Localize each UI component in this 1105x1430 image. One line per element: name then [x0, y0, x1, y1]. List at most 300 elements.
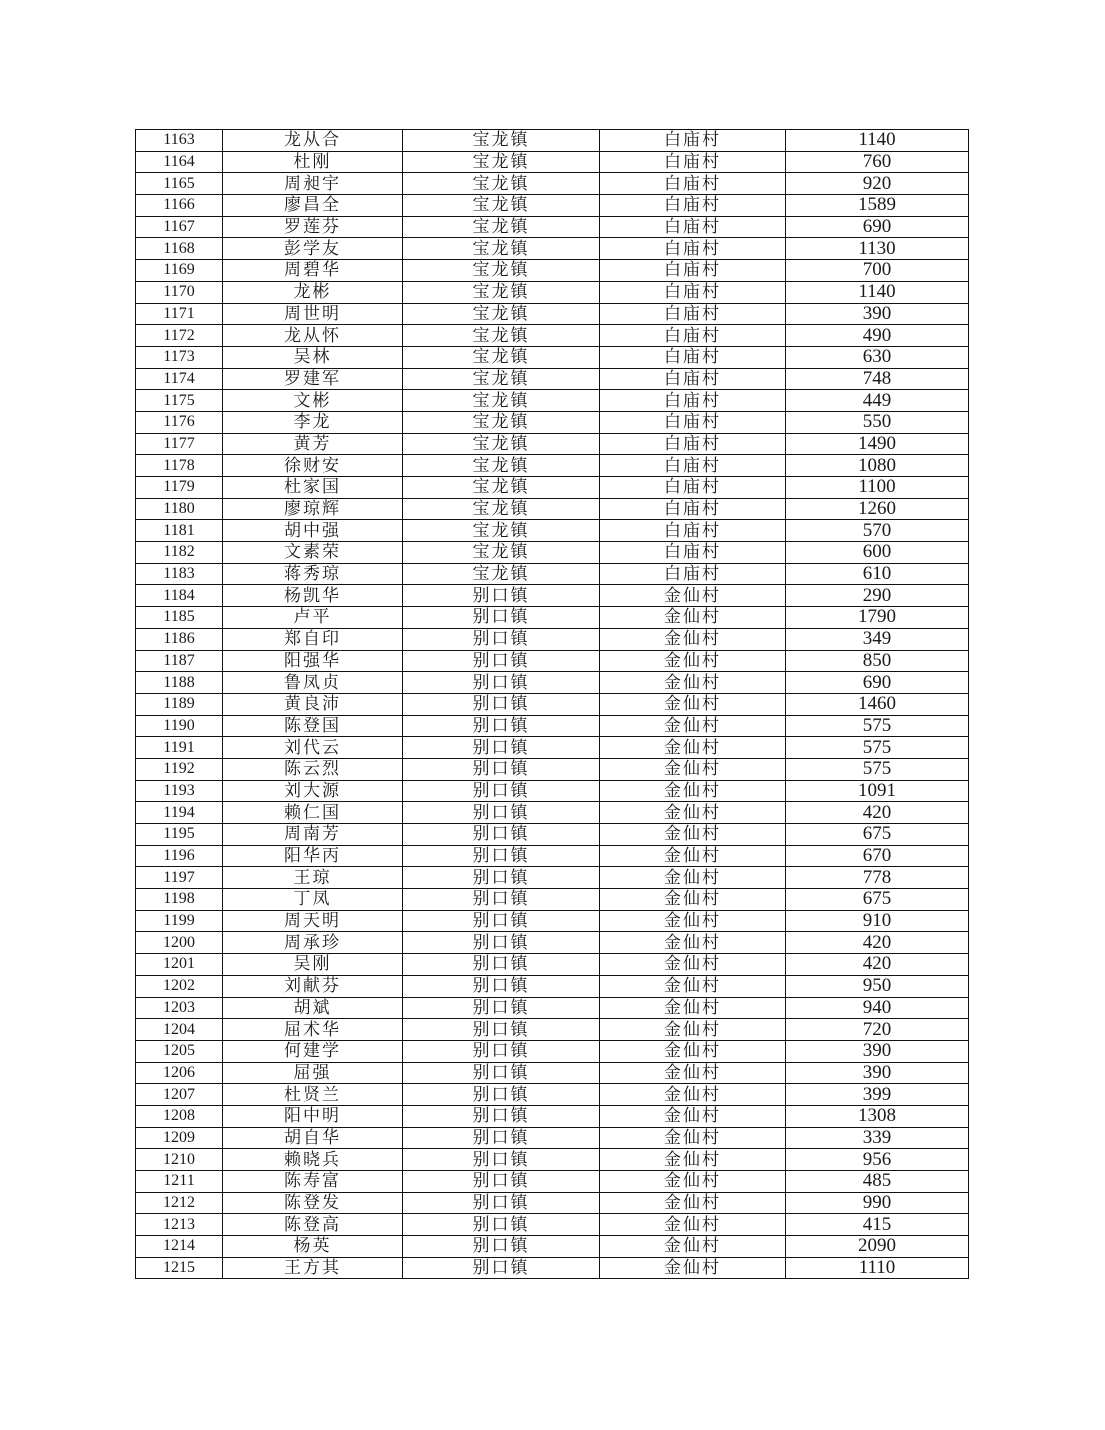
village-cell: 金仙村: [600, 997, 786, 1019]
serial-number-cell: 1193: [136, 780, 223, 802]
village-cell: 金仙村: [600, 889, 786, 911]
village-cell: 白庙村: [600, 563, 786, 585]
town-cell: 宝龙镇: [403, 477, 600, 499]
amount-cell: 1140: [786, 130, 969, 152]
village-cell: 金仙村: [600, 1214, 786, 1236]
town-cell: 别口镇: [403, 628, 600, 650]
village-cell: 金仙村: [600, 1105, 786, 1127]
amount-cell: 1100: [786, 477, 969, 499]
name-cell: 彭学友: [223, 238, 403, 260]
amount-cell: 420: [786, 954, 969, 976]
town-cell: 别口镇: [403, 607, 600, 629]
table-row: [136, 889, 969, 911]
town-cell: 别口镇: [403, 845, 600, 867]
table-row: [136, 1214, 969, 1236]
name-cell: 杜家国: [223, 477, 403, 499]
table-row: [136, 758, 969, 780]
serial-number-cell: 1189: [136, 693, 223, 715]
town-cell: 别口镇: [403, 672, 600, 694]
amount-cell: 940: [786, 997, 969, 1019]
amount-cell: 1080: [786, 455, 969, 477]
name-cell: 何建学: [223, 1040, 403, 1062]
serial-number-cell: 1195: [136, 824, 223, 846]
table-row: [136, 1257, 969, 1279]
town-cell: 宝龙镇: [403, 455, 600, 477]
village-cell: 金仙村: [600, 824, 786, 846]
amount-cell: 1091: [786, 780, 969, 802]
name-cell: 刘大源: [223, 780, 403, 802]
amount-cell: 1589: [786, 195, 969, 217]
name-cell: 罗莲芬: [223, 216, 403, 238]
amount-cell: 1460: [786, 693, 969, 715]
town-cell: 宝龙镇: [403, 390, 600, 412]
amount-cell: 575: [786, 715, 969, 737]
name-cell: 杨英: [223, 1236, 403, 1258]
village-cell: 白庙村: [600, 303, 786, 325]
village-cell: 金仙村: [600, 867, 786, 889]
town-cell: 别口镇: [403, 693, 600, 715]
amount-cell: 349: [786, 628, 969, 650]
amount-cell: 575: [786, 758, 969, 780]
table-row: [136, 1127, 969, 1149]
name-cell: 胡斌: [223, 997, 403, 1019]
table-row: [136, 693, 969, 715]
amount-cell: 778: [786, 867, 969, 889]
town-cell: 别口镇: [403, 867, 600, 889]
amount-cell: 570: [786, 520, 969, 542]
village-cell: 金仙村: [600, 737, 786, 759]
amount-cell: 390: [786, 303, 969, 325]
serial-number-cell: 1192: [136, 758, 223, 780]
amount-cell: 339: [786, 1127, 969, 1149]
village-cell: 金仙村: [600, 932, 786, 954]
serial-number-cell: 1182: [136, 542, 223, 564]
table-row: [136, 628, 969, 650]
village-cell: 金仙村: [600, 715, 786, 737]
name-cell: 罗建军: [223, 368, 403, 390]
amount-cell: 1140: [786, 281, 969, 303]
village-cell: 白庙村: [600, 151, 786, 173]
village-cell: 金仙村: [600, 802, 786, 824]
amount-cell: 420: [786, 932, 969, 954]
name-cell: 周南芳: [223, 824, 403, 846]
serial-number-cell: 1184: [136, 585, 223, 607]
village-cell: 白庙村: [600, 325, 786, 347]
table-row: [136, 260, 969, 282]
village-cell: 白庙村: [600, 238, 786, 260]
amount-cell: 420: [786, 802, 969, 824]
table-row: [136, 411, 969, 433]
village-cell: 金仙村: [600, 954, 786, 976]
name-cell: 黄良沛: [223, 693, 403, 715]
serial-number-cell: 1164: [136, 151, 223, 173]
town-cell: 别口镇: [403, 1105, 600, 1127]
village-cell: 金仙村: [600, 672, 786, 694]
name-cell: 杨凯华: [223, 585, 403, 607]
table-row: [136, 824, 969, 846]
amount-cell: 675: [786, 824, 969, 846]
village-cell: 白庙村: [600, 390, 786, 412]
name-cell: 李龙: [223, 411, 403, 433]
table-row: [136, 281, 969, 303]
table-row: [136, 1040, 969, 1062]
table-row: [136, 1171, 969, 1193]
table-row: [136, 238, 969, 260]
town-cell: 别口镇: [403, 1062, 600, 1084]
town-cell: 别口镇: [403, 1040, 600, 1062]
table-row: [136, 715, 969, 737]
table-row: [136, 954, 969, 976]
town-cell: 别口镇: [403, 997, 600, 1019]
serial-number-cell: 1168: [136, 238, 223, 260]
name-cell: 周昶宇: [223, 173, 403, 195]
town-cell: 别口镇: [403, 758, 600, 780]
name-cell: 卢平: [223, 607, 403, 629]
table-row: [136, 1149, 969, 1171]
village-cell: 金仙村: [600, 1019, 786, 1041]
town-cell: 别口镇: [403, 975, 600, 997]
serial-number-cell: 1203: [136, 997, 223, 1019]
town-cell: 宝龙镇: [403, 520, 600, 542]
table-row: [136, 607, 969, 629]
table-row: [136, 303, 969, 325]
village-cell: 金仙村: [600, 1236, 786, 1258]
town-cell: 宝龙镇: [403, 368, 600, 390]
town-cell: 宝龙镇: [403, 238, 600, 260]
village-cell: 金仙村: [600, 693, 786, 715]
serial-number-cell: 1194: [136, 802, 223, 824]
amount-cell: 1260: [786, 498, 969, 520]
name-cell: 杜刚: [223, 151, 403, 173]
name-cell: 郑自印: [223, 628, 403, 650]
amount-cell: 700: [786, 260, 969, 282]
serial-number-cell: 1202: [136, 975, 223, 997]
town-cell: 宝龙镇: [403, 281, 600, 303]
amount-cell: 1308: [786, 1105, 969, 1127]
table-row: [136, 1105, 969, 1127]
serial-number-cell: 1199: [136, 910, 223, 932]
town-cell: 宝龙镇: [403, 195, 600, 217]
town-cell: 别口镇: [403, 954, 600, 976]
table-row: [136, 173, 969, 195]
amount-cell: 690: [786, 216, 969, 238]
town-cell: 宝龙镇: [403, 346, 600, 368]
town-cell: 别口镇: [403, 650, 600, 672]
village-cell: 白庙村: [600, 411, 786, 433]
name-cell: 周天明: [223, 910, 403, 932]
serial-number-cell: 1167: [136, 216, 223, 238]
town-cell: 别口镇: [403, 802, 600, 824]
amount-cell: 1130: [786, 238, 969, 260]
name-cell: 阳华丙: [223, 845, 403, 867]
village-cell: 金仙村: [600, 585, 786, 607]
table-row: [136, 1019, 969, 1041]
town-cell: 别口镇: [403, 1192, 600, 1214]
amount-cell: 956: [786, 1149, 969, 1171]
name-cell: 赖晓兵: [223, 1149, 403, 1171]
serial-number-cell: 1200: [136, 932, 223, 954]
records-table-body: [136, 130, 969, 1279]
serial-number-cell: 1187: [136, 650, 223, 672]
table-row: [136, 1084, 969, 1106]
town-cell: 别口镇: [403, 1084, 600, 1106]
name-cell: 陈登发: [223, 1192, 403, 1214]
table-row: [136, 672, 969, 694]
town-cell: 别口镇: [403, 1236, 600, 1258]
table-row: [136, 455, 969, 477]
name-cell: 陈登国: [223, 715, 403, 737]
table-row: [136, 498, 969, 520]
table-row: [136, 780, 969, 802]
name-cell: 杜贤兰: [223, 1084, 403, 1106]
name-cell: 徐财安: [223, 455, 403, 477]
village-cell: 金仙村: [600, 845, 786, 867]
village-cell: 白庙村: [600, 455, 786, 477]
amount-cell: 390: [786, 1040, 969, 1062]
name-cell: 陈寿富: [223, 1171, 403, 1193]
serial-number-cell: 1174: [136, 368, 223, 390]
village-cell: 白庙村: [600, 368, 786, 390]
town-cell: 宝龙镇: [403, 325, 600, 347]
serial-number-cell: 1197: [136, 867, 223, 889]
serial-number-cell: 1166: [136, 195, 223, 217]
amount-cell: 850: [786, 650, 969, 672]
amount-cell: 2090: [786, 1236, 969, 1258]
serial-number-cell: 1204: [136, 1019, 223, 1041]
village-cell: 金仙村: [600, 607, 786, 629]
serial-number-cell: 1215: [136, 1257, 223, 1279]
table-row: [136, 975, 969, 997]
town-cell: 别口镇: [403, 1214, 600, 1236]
table-row: [136, 520, 969, 542]
name-cell: 丁凤: [223, 889, 403, 911]
town-cell: 宝龙镇: [403, 498, 600, 520]
serial-number-cell: 1170: [136, 281, 223, 303]
table-row: [136, 1192, 969, 1214]
table-row: [136, 542, 969, 564]
name-cell: 屈术华: [223, 1019, 403, 1041]
name-cell: 阳强华: [223, 650, 403, 672]
village-cell: 白庙村: [600, 346, 786, 368]
town-cell: 宝龙镇: [403, 216, 600, 238]
serial-number-cell: 1214: [136, 1236, 223, 1258]
town-cell: 宝龙镇: [403, 151, 600, 173]
town-cell: 别口镇: [403, 780, 600, 802]
village-cell: 白庙村: [600, 433, 786, 455]
serial-number-cell: 1211: [136, 1171, 223, 1193]
amount-cell: 990: [786, 1192, 969, 1214]
amount-cell: 748: [786, 368, 969, 390]
amount-cell: 449: [786, 390, 969, 412]
name-cell: 廖琼辉: [223, 498, 403, 520]
serial-number-cell: 1201: [136, 954, 223, 976]
name-cell: 胡自华: [223, 1127, 403, 1149]
town-cell: 别口镇: [403, 1019, 600, 1041]
name-cell: 赖仁国: [223, 802, 403, 824]
table-row: [136, 1236, 969, 1258]
village-cell: 金仙村: [600, 650, 786, 672]
village-cell: 白庙村: [600, 477, 786, 499]
amount-cell: 1110: [786, 1257, 969, 1279]
amount-cell: 600: [786, 542, 969, 564]
name-cell: 廖昌全: [223, 195, 403, 217]
town-cell: 宝龙镇: [403, 260, 600, 282]
table-row: [136, 477, 969, 499]
town-cell: 宝龙镇: [403, 563, 600, 585]
amount-cell: 550: [786, 411, 969, 433]
serial-number-cell: 1178: [136, 455, 223, 477]
name-cell: 王琼: [223, 867, 403, 889]
table-row: [136, 650, 969, 672]
village-cell: 白庙村: [600, 195, 786, 217]
serial-number-cell: 1188: [136, 672, 223, 694]
town-cell: 别口镇: [403, 1149, 600, 1171]
table-row: [136, 585, 969, 607]
amount-cell: 610: [786, 563, 969, 585]
amount-cell: 950: [786, 975, 969, 997]
table-row: [136, 845, 969, 867]
records-table: [135, 129, 969, 1279]
town-cell: 别口镇: [403, 1127, 600, 1149]
amount-cell: 920: [786, 173, 969, 195]
serial-number-cell: 1213: [136, 1214, 223, 1236]
name-cell: 周承珍: [223, 932, 403, 954]
name-cell: 周碧华: [223, 260, 403, 282]
town-cell: 别口镇: [403, 715, 600, 737]
town-cell: 别口镇: [403, 889, 600, 911]
amount-cell: 575: [786, 737, 969, 759]
table-row: [136, 802, 969, 824]
serial-number-cell: 1206: [136, 1062, 223, 1084]
amount-cell: 390: [786, 1062, 969, 1084]
village-cell: 白庙村: [600, 542, 786, 564]
serial-number-cell: 1207: [136, 1084, 223, 1106]
village-cell: 白庙村: [600, 216, 786, 238]
town-cell: 别口镇: [403, 1257, 600, 1279]
name-cell: 刘献芬: [223, 975, 403, 997]
table-row: [136, 563, 969, 585]
table-row: [136, 346, 969, 368]
village-cell: 金仙村: [600, 1149, 786, 1171]
name-cell: 周世明: [223, 303, 403, 325]
serial-number-cell: 1186: [136, 628, 223, 650]
name-cell: 黄芳: [223, 433, 403, 455]
town-cell: 宝龙镇: [403, 542, 600, 564]
serial-number-cell: 1163: [136, 130, 223, 152]
town-cell: 宝龙镇: [403, 173, 600, 195]
village-cell: 金仙村: [600, 758, 786, 780]
serial-number-cell: 1210: [136, 1149, 223, 1171]
name-cell: 鲁凤贞: [223, 672, 403, 694]
serial-number-cell: 1208: [136, 1105, 223, 1127]
serial-number-cell: 1180: [136, 498, 223, 520]
table-row: [136, 867, 969, 889]
serial-number-cell: 1165: [136, 173, 223, 195]
name-cell: 龙彬: [223, 281, 403, 303]
village-cell: 白庙村: [600, 173, 786, 195]
table-row: [136, 325, 969, 347]
amount-cell: 485: [786, 1171, 969, 1193]
amount-cell: 690: [786, 672, 969, 694]
name-cell: 刘代云: [223, 737, 403, 759]
village-cell: 金仙村: [600, 628, 786, 650]
amount-cell: 490: [786, 325, 969, 347]
town-cell: 别口镇: [403, 932, 600, 954]
town-cell: 别口镇: [403, 1171, 600, 1193]
amount-cell: 720: [786, 1019, 969, 1041]
serial-number-cell: 1183: [136, 563, 223, 585]
table-row: [136, 737, 969, 759]
village-cell: 金仙村: [600, 1257, 786, 1279]
serial-number-cell: 1190: [136, 715, 223, 737]
serial-number-cell: 1179: [136, 477, 223, 499]
village-cell: 白庙村: [600, 281, 786, 303]
amount-cell: 290: [786, 585, 969, 607]
table-row: [136, 390, 969, 412]
table-row: [136, 195, 969, 217]
amount-cell: 630: [786, 346, 969, 368]
serial-number-cell: 1209: [136, 1127, 223, 1149]
village-cell: 金仙村: [600, 780, 786, 802]
village-cell: 金仙村: [600, 910, 786, 932]
name-cell: 龙从合: [223, 130, 403, 152]
name-cell: 蒋秀琼: [223, 563, 403, 585]
amount-cell: 675: [786, 889, 969, 911]
name-cell: 吴刚: [223, 954, 403, 976]
serial-number-cell: 1196: [136, 845, 223, 867]
village-cell: 金仙村: [600, 1062, 786, 1084]
village-cell: 金仙村: [600, 1127, 786, 1149]
serial-number-cell: 1177: [136, 433, 223, 455]
name-cell: 屈强: [223, 1062, 403, 1084]
serial-number-cell: 1198: [136, 889, 223, 911]
table-row: [136, 151, 969, 173]
amount-cell: 760: [786, 151, 969, 173]
table-row: [136, 997, 969, 1019]
village-cell: 白庙村: [600, 520, 786, 542]
table-row: [136, 433, 969, 455]
name-cell: 龙从怀: [223, 325, 403, 347]
serial-number-cell: 1205: [136, 1040, 223, 1062]
name-cell: 胡中强: [223, 520, 403, 542]
serial-number-cell: 1171: [136, 303, 223, 325]
serial-number-cell: 1169: [136, 260, 223, 282]
village-cell: 金仙村: [600, 1040, 786, 1062]
name-cell: 文素荣: [223, 542, 403, 564]
serial-number-cell: 1173: [136, 346, 223, 368]
serial-number-cell: 1181: [136, 520, 223, 542]
table-row: [136, 130, 969, 152]
town-cell: 宝龙镇: [403, 303, 600, 325]
name-cell: 王方其: [223, 1257, 403, 1279]
serial-number-cell: 1191: [136, 737, 223, 759]
town-cell: 宝龙镇: [403, 130, 600, 152]
table-row: [136, 910, 969, 932]
amount-cell: 910: [786, 910, 969, 932]
village-cell: 白庙村: [600, 498, 786, 520]
village-cell: 金仙村: [600, 1192, 786, 1214]
town-cell: 宝龙镇: [403, 411, 600, 433]
serial-number-cell: 1176: [136, 411, 223, 433]
town-cell: 宝龙镇: [403, 433, 600, 455]
amount-cell: 1490: [786, 433, 969, 455]
name-cell: 文彬: [223, 390, 403, 412]
serial-number-cell: 1185: [136, 607, 223, 629]
serial-number-cell: 1212: [136, 1192, 223, 1214]
name-cell: 陈云烈: [223, 758, 403, 780]
town-cell: 别口镇: [403, 824, 600, 846]
village-cell: 金仙村: [600, 1084, 786, 1106]
